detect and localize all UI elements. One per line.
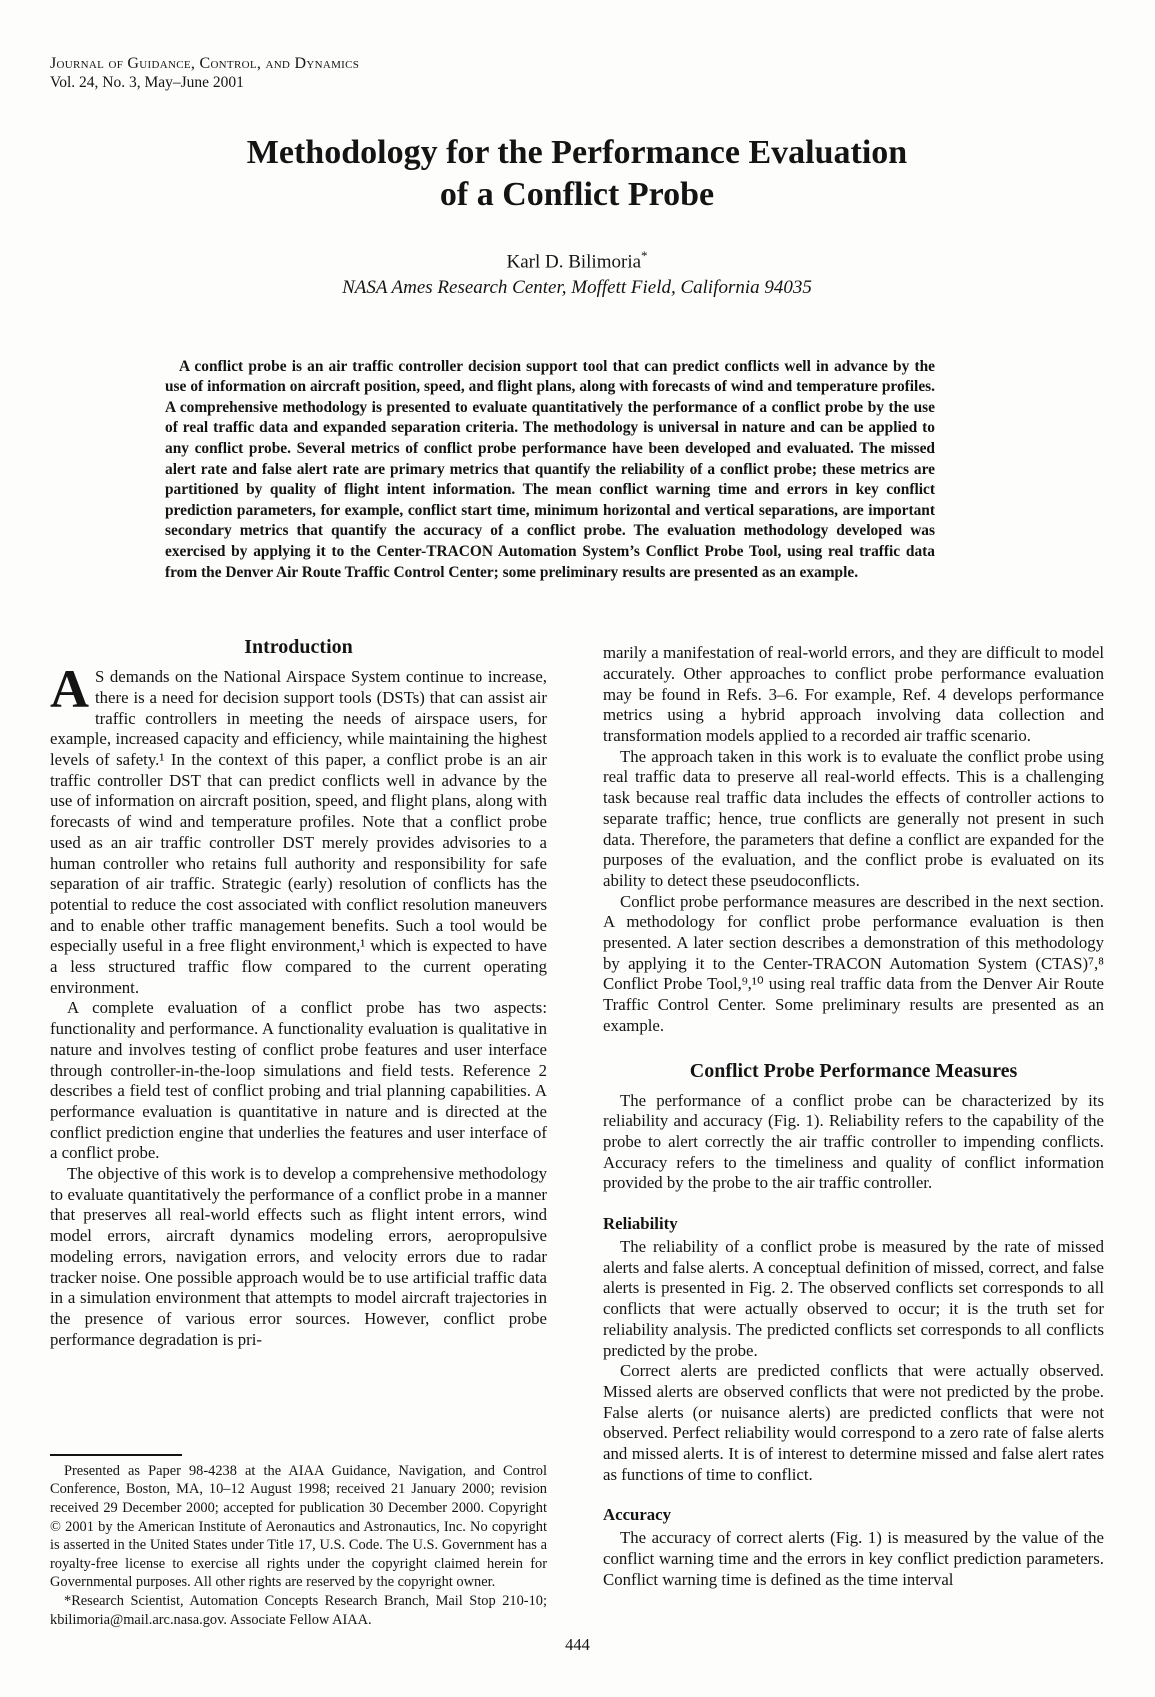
continuation-paragraph-2: The approach taken in this work is to evaluate the conflict probe using real traffic data to preserve all real-world effects. This is a challenging task because real traffic data includes the effects of controller actions to separate traffic; hence, true conflicts are generally not present in such data. Therefore, the parameters that define a conflict are expanded for the purposes of the evaluation, and the conflict probe is evaluated on its ability to detect these pseudoconflicts. [603,746,1104,890]
section-heading-introduction: Introduction [244,636,353,659]
author-affiliation: NASA Ames Research Center, Moffett Field, California 94035 [342,276,812,298]
subsection-heading-accuracy: Accuracy [603,1505,672,1525]
author-line [50,248,1104,273]
footnote-rule [50,1454,182,1456]
section-heading-measures: Conflict Probe Performance Measures [689,1059,1018,1082]
continuation-paragraph-1: marily a manifestation of real-world errors, and they are difficult to model accurately. Other approaches to conflict probe performance evaluation may be found in Refs. 3–6. For example, Ref. 4 develops performance metrics using a hybrid approach involving data collection and transformation models applied to a recorded air traffic scenario. [603,643,1104,745]
footnote-block [50,1454,547,1637]
dropcap-letter: A [50,659,89,720]
reliability-paragraph-2: Correct alerts are predicted conflicts that were actually observed. Missed alerts are observed conflicts that were not predicted by the probe. False alerts (or nuisance alerts) are predicted conflicts that were not observed. Perfect reliability would correspond to a zero rate of false alerts and missed alerts. It is of interest to determine missed and false alert rates as functions of time to conflict. [603,1361,1104,1484]
footnote-author-note: *Research Scientist, Automation Concepts Research Branch, Mail Stop 210-10; kbilimoria@mail.arc.nasa.gov. Associate Fellow AIAA. [50,1592,547,1628]
paper-title-line1: Methodology for the Performance Evaluation [246,134,908,171]
author-footnote-marker: * [641,248,648,264]
abstract: A conflict probe is an air traffic controller decision support tool that can predict conflicts well in advance by the use of information on aircraft position, speed, and flight plans, along with forecasts of wind and temperature profiles. A comprehensive methodology is presented to evaluate quantitatively the performance of a conflict probe by the use of real traffic data and expanded separation criteria. The methodology is universal in nature and can be applied to any conflict probe. Several metrics of conflict probe performance have been developed and evaluated. The missed alert rate and false alert rate are primary metrics that quantify the reliability of a conflict probe; these metrics are partitioned by quality of flight intent information. The mean conflict warning time and errors in key conflict prediction parameters, for example, conflict start time, minimum horizontal and vertical separations, are important secondary metrics that quantify the accuracy of a conflict probe. The evaluation methodology developed was exercised by applying it to the Center-TRACON Automation System’s Conflict Probe Tool, using real traffic data from the Denver Air Route Traffic Control Center; some preliminary results are presented as an example. [165,357,935,581]
reliability-paragraph-1: The reliability of a conflict probe is measured by the rate of missed alerts and false alerts. A conceptual definition of missed, correct, and false alerts is presented in Fig. 2. The observed conflicts set corresponds to all conflicts that were actually observed to occur; it is the truth set for reliability analysis. The predicted conflicts set corresponds to all conflicts predicted by the probe. [603,1237,1104,1360]
intro-paragraph-2: A complete evaluation of a conflict probe has two aspects: functionality and performance. A functionality evaluation is qualitative in nature and involves testing of conflict probe features and user interface through controller-in-the-loop simulations and field tests. Reference 2 describes a field test of conflict probing and trial planning capabilities. A performance evaluation is quantitative in nature and is directed at the conflict prediction engine that underlies the features and user interface of a conflict probe. [50,998,547,1163]
body-columns [50,613,1104,1637]
intro-paragraph-1 [50,659,547,998]
accuracy-paragraph-1: The accuracy of correct alerts (Fig. 1) is measured by the value of the conflict warning time and the errors in key conflict prediction parameters. Conflict warning time is defined as the time interval [603,1528,1104,1589]
author-name: Karl D. Bilimoria [506,251,642,273]
journal-name: Journal of Guidance, Control, and Dynamics [50,55,360,72]
intro-paragraph-1-text: S demands on the National Airspace System continue to increase, there is a need for decision support tools (DSTs) that can assist air traffic controllers in meeting the needs of airspace users, for example, increased capacity and efficiency, while maintaining the highest levels of safety.¹ In the context of this paper, a conflict probe is an air traffic controller DST that can predict conflicts well in advance by the use of information on aircraft position, speed, and flight plans, along with forecasts of wind and temperature profiles. Note that a conflict probe used as an air traffic controller DST merely provides advisories to a human controller who retains full authority and responsibility for safe separation of air traffic. Strategic (early) resolution of conflicts has the potential to reduce the cost associated with conflict resolution maneuvers and to enable other traffic management benefits. Such a tool would be especially useful in a free flight environment,¹ which is expected to have a less structured traffic flow compared to the current operating environment. [50,667,547,997]
continuation-paragraph-3: Conflict probe performance measures are described in the next section. A methodology for conflict probe performance evaluation is then presented. A later section describes a demonstration of this methodology by applying it to the Center-TRACON Automation System (CTAS)⁷,⁸ Conflict Probe Tool,⁹,¹⁰ using real traffic data from the Denver Air Route Traffic Control Center. Some preliminary results are presented as an example. [603,891,1104,1035]
intro-paragraph-3: The objective of this work is to develop a comprehensive methodology to evaluate quantitatively the performance of a conflict probe in a manner that preserves all real-world effects such as flight intent errors, wind model errors, aircraft dynamics modeling errors, aeropropulsive modeling errors, navigation errors, and velocity errors due to radar tracker noise. One possible approach would be to use artificial traffic data in a simulation environment that attempts to model aircraft trajectories in the presence of various error sources. However, conflict probe performance degradation is pri- [50,1164,547,1349]
left-column [50,613,547,1637]
measures-intro-paragraph: The performance of a conflict probe can be characterized by its reliability and accuracy (Fig. 1). Reliability refers to the capability of the probe to alert correctly the air traffic controller to impending conflicts. Accuracy refers to the timeliness and quality of conflict information provided by the probe to the air traffic controller. [603,1090,1104,1193]
right-column [603,613,1104,1637]
subsection-heading-reliability: Reliability [603,1214,678,1234]
journal-header [50,55,1104,92]
page-number: 444 [565,1635,590,1654]
paper-title [50,132,1104,216]
footnote-presented: Presented as Paper 98-4238 at the AIAA Guidance, Navigation, and Control Conference, Boston, MA, 10–12 August 1998; received 21 January 2000; revision received 29 December 2000; accepted for publication 30 December 2000. Copyright © 2001 by the American Institute of Aeronautics and Astronautics, Inc. No copyright is asserted in the United States under Title 17, U.S. Code. The U.S. Government has a royalty-free license to exercise all rights under the copyright claimed herein for Governmental purposes. All other rights are reserved by the copyright owner. [50,1462,547,1591]
paper-title-line2: of a Conflict Probe [439,176,715,214]
journal-issue: Vol. 24, No. 3, May–June 2001 [50,74,244,91]
